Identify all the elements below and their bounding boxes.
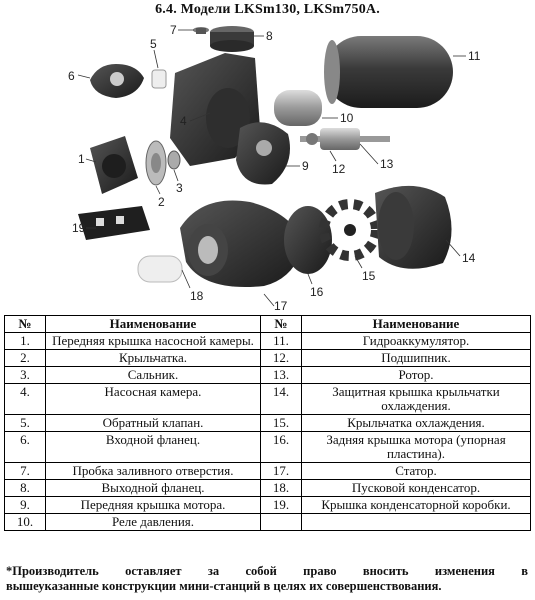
outlet-flange-part — [210, 26, 254, 52]
part-number: 11. — [261, 333, 302, 350]
part-number: 2. — [5, 350, 46, 367]
callout-1: 1 — [78, 152, 85, 166]
footnote-line-1: *Производитель оставляет за собой право вносить изменения в — [6, 564, 528, 578]
table-row — [5, 333, 531, 350]
col-header-name: Наименование — [46, 316, 261, 333]
table-header-row — [5, 316, 531, 333]
pressure-relay-part — [274, 90, 322, 126]
part-name: Насосная камера. — [46, 384, 261, 415]
callout-5: 5 — [150, 37, 157, 51]
part-name: Передняя крышка мотора. — [46, 497, 261, 514]
callout-14: 14 — [462, 251, 476, 265]
callout-10: 10 — [340, 111, 354, 125]
part-number: 9. — [5, 497, 46, 514]
hydroaccumulator-part — [324, 36, 453, 108]
part-number: 7. — [5, 463, 46, 480]
callout-9: 9 — [302, 159, 309, 173]
col-header-name: Наименование — [302, 316, 531, 333]
part-name: Реле давления. — [46, 514, 261, 531]
part-number: 14. — [261, 384, 302, 415]
capacitor-box-cover-part — [78, 206, 150, 240]
col-header-number: № — [261, 316, 302, 333]
part-number: 18. — [261, 480, 302, 497]
part-number: 3. — [5, 367, 46, 384]
seal-part — [168, 151, 180, 169]
part-name: Статор. — [302, 463, 531, 480]
parts-table — [4, 315, 531, 531]
part-name: Входной фланец. — [46, 432, 261, 463]
part-name: Крышка конденсаторной коробки. — [302, 497, 531, 514]
callout-16: 16 — [310, 285, 324, 299]
callout-18: 18 — [190, 289, 204, 303]
callout-2: 2 — [158, 195, 165, 209]
callout-15: 15 — [362, 269, 376, 283]
part-name: Пробка заливного отверстия. — [46, 463, 261, 480]
rotor-part — [300, 128, 390, 150]
part-name: Сальник. — [46, 367, 261, 384]
table-row — [5, 432, 531, 463]
callout-13: 13 — [380, 157, 394, 171]
callout-19: 19 — [72, 221, 86, 235]
callout-3: 3 — [176, 181, 183, 195]
part-number: 5. — [5, 415, 46, 432]
table-row — [5, 384, 531, 415]
callout-12: 12 — [332, 162, 346, 176]
page-title: 6.4. Модели LKSm130, LKSm750A. — [155, 2, 380, 17]
table-row — [5, 415, 531, 432]
part-name: Подшипник. — [302, 350, 531, 367]
callout-8: 8 — [266, 29, 273, 43]
impeller-part — [146, 141, 166, 185]
start-capacitor-part — [138, 256, 182, 282]
part-number: 1. — [5, 333, 46, 350]
exploded-pump-diagram — [50, 18, 520, 313]
table-row — [5, 480, 531, 497]
part-name — [302, 514, 531, 531]
part-number: 8. — [5, 480, 46, 497]
part-number: 4. — [5, 384, 46, 415]
cooling-fan-part — [324, 204, 376, 256]
part-name: Защитная крышка крыльчатки охлаждения. — [302, 384, 531, 415]
motor-front-cover-part — [236, 122, 290, 184]
part-number: 19. — [261, 497, 302, 514]
part-name: Задняя крышка мотора (упорная пластина). — [302, 432, 531, 463]
table-row — [5, 514, 531, 531]
callout-6: 6 — [68, 69, 75, 83]
part-number: 16. — [261, 432, 302, 463]
callout-17: 17 — [274, 299, 288, 313]
part-name: Крыльчатка. — [46, 350, 261, 367]
part-name: Передняя крышка насосной камеры. — [46, 333, 261, 350]
part-name: Пусковой конденсатор. — [302, 480, 531, 497]
filler-plug-part — [193, 27, 209, 34]
pump-front-cover-part — [90, 136, 138, 194]
inlet-flange-part — [90, 64, 144, 98]
col-header-number: № — [5, 316, 46, 333]
check-valve-part — [152, 70, 166, 88]
callout-11: 11 — [468, 49, 481, 63]
part-number: 15. — [261, 415, 302, 432]
table-row — [5, 350, 531, 367]
table-row — [5, 463, 531, 480]
part-name: Ротор. — [302, 367, 531, 384]
table-row — [5, 367, 531, 384]
part-name: Выходной фланец. — [46, 480, 261, 497]
part-name: Обратный клапан. — [46, 415, 261, 432]
part-number: 6. — [5, 432, 46, 463]
part-number: 17. — [261, 463, 302, 480]
table-row — [5, 497, 531, 514]
part-name: Крыльчатка охлаждения. — [302, 415, 531, 432]
part-number: 13. — [261, 367, 302, 384]
part-number — [261, 514, 302, 531]
footnote-line-2: вышеуказанные конструкции мини-станций в целях их совершенствования. — [6, 579, 442, 593]
part-number: 10. — [5, 514, 46, 531]
callout-7: 7 — [170, 23, 177, 37]
fan-guard-part — [375, 186, 452, 269]
callout-4: 4 — [180, 114, 187, 128]
part-name: Гидроаккумулятор. — [302, 333, 531, 350]
part-number: 12. — [261, 350, 302, 367]
